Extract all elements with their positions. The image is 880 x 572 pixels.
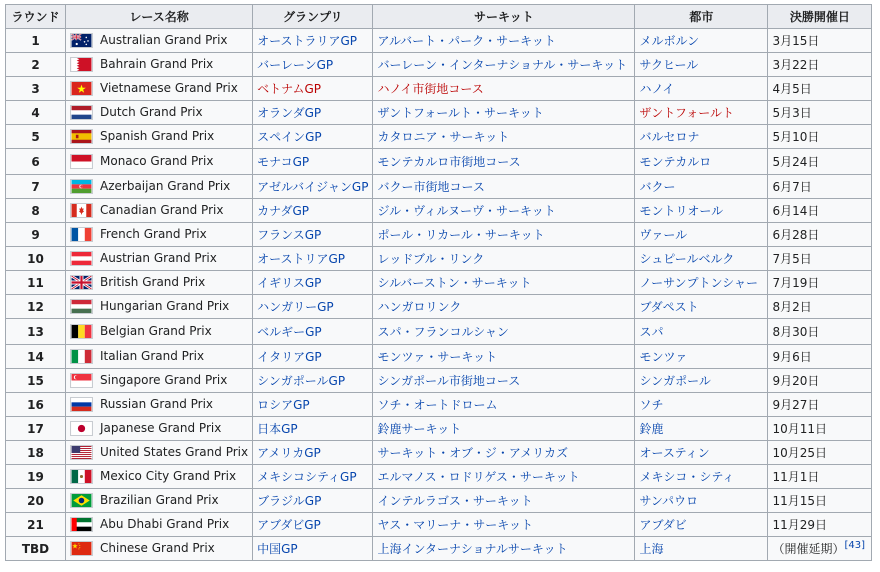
race-date: 11月29日 — [772, 518, 827, 532]
race-date-cell — [768, 247, 872, 271]
round-cell: 3 — [6, 77, 66, 101]
grand-prix-cell — [253, 537, 373, 561]
race-name-cell — [66, 537, 253, 561]
race-name-link[interactable]: Abu Dhabi Grand Prix — [100, 517, 230, 531]
city-cell — [635, 417, 768, 441]
race-date: 6月14日 — [772, 204, 820, 218]
city-cell — [635, 345, 768, 369]
race-date-cell — [768, 53, 872, 77]
city-link[interactable]: ハノイ — [639, 82, 675, 96]
city-cell — [635, 125, 768, 149]
spain-flag-icon — [70, 129, 93, 144]
table-row — [6, 125, 872, 149]
city-link[interactable]: メルボルン — [639, 34, 700, 48]
race-name-link[interactable]: United States Grand Prix — [100, 445, 249, 459]
city-cell — [635, 149, 768, 175]
city-link[interactable]: バクー — [639, 180, 676, 194]
city-link[interactable]: サクヒール — [639, 58, 699, 72]
race-date: 5月24日 — [772, 155, 820, 169]
round-cell: 8 — [6, 199, 66, 223]
city-cell — [635, 295, 768, 319]
circuit-cell — [373, 77, 635, 101]
grand-prix-cell — [253, 369, 373, 393]
city-link[interactable]: ザントフォールト — [639, 106, 734, 120]
race-date-cell — [768, 175, 872, 199]
circuit-cell — [373, 393, 635, 417]
circuit-link[interactable]: 鈴鹿サーキット — [377, 422, 462, 436]
grand-prix-link[interactable]: イタリアGP — [257, 350, 322, 364]
uae-flag-icon — [70, 517, 93, 532]
mexico-flag-icon — [70, 469, 93, 484]
race-name-cell — [66, 393, 253, 417]
race-date: 10月11日 — [772, 422, 827, 436]
circuit-cell — [373, 319, 635, 345]
round-cell: 12 — [6, 295, 66, 319]
race-name-link[interactable]: Vietnamese Grand Prix — [100, 81, 238, 95]
round-cell: 21 — [6, 513, 66, 537]
hungary-flag-icon — [70, 299, 93, 314]
city-link[interactable]: 上海 — [639, 542, 664, 556]
grand-prix-cell — [253, 149, 373, 175]
race-name-cell — [66, 441, 253, 465]
table-row — [6, 77, 872, 101]
circuit-cell — [373, 513, 635, 537]
grand-prix-link[interactable]: オーストラリアGP — [257, 34, 358, 48]
circuit-cell — [373, 417, 635, 441]
circuit-cell — [373, 101, 635, 125]
round-cell: 19 — [6, 465, 66, 489]
city-link[interactable]: メキシコ・シティ — [639, 470, 735, 484]
city-link[interactable]: アブダビ — [639, 518, 687, 532]
city-cell — [635, 175, 768, 199]
header-grand-prix: グランプリ — [253, 5, 373, 29]
race-date-cell — [768, 489, 872, 513]
race-date-cell — [768, 465, 872, 489]
race-date-cell — [768, 77, 872, 101]
race-name-link[interactable]: Brazilian Grand Prix — [100, 493, 219, 507]
circuit-link[interactable]: モンツァ・サーキット — [377, 350, 498, 364]
circuit-cell — [373, 53, 635, 77]
grand-prix-link[interactable]: ロシアGP — [257, 398, 310, 412]
round-cell: 14 — [6, 345, 66, 369]
table-row — [6, 393, 872, 417]
vietnam-flag-icon — [70, 81, 93, 96]
circuit-cell — [373, 29, 635, 53]
circuit-link[interactable]: バーレーン・インターナショナル・サーキット — [377, 58, 628, 72]
race-name-cell — [66, 175, 253, 199]
grand-prix-cell — [253, 319, 373, 345]
race-date: 8月2日 — [772, 300, 812, 314]
grand-prix-cell — [253, 53, 373, 77]
city-cell — [635, 465, 768, 489]
round-cell: 16 — [6, 393, 66, 417]
race-date: 4月5日 — [772, 82, 812, 96]
city-link[interactable]: モンテカルロ — [639, 155, 712, 169]
grand-prix-cell — [253, 441, 373, 465]
circuit-cell — [373, 489, 635, 513]
round-cell: 11 — [6, 271, 66, 295]
round-cell: 1 — [6, 29, 66, 53]
grand-prix-link[interactable]: イギリスGP — [257, 276, 322, 290]
header-race-name: レース名称 — [66, 5, 253, 29]
italy-flag-icon — [70, 349, 93, 364]
bahrain-flag-icon — [70, 57, 93, 72]
race-name-cell — [66, 125, 253, 149]
race-date: 7月19日 — [772, 276, 820, 290]
usa-flag-icon — [70, 445, 93, 460]
race-name-link[interactable]: Italian Grand Prix — [100, 349, 205, 363]
race-date-cell — [768, 125, 872, 149]
race-name-link[interactable]: British Grand Prix — [100, 275, 206, 289]
circuit-cell — [373, 175, 635, 199]
grand-prix-cell — [253, 125, 373, 149]
circuit-link[interactable]: シルバーストン・サーキット — [377, 276, 532, 290]
canada-flag-icon — [70, 203, 93, 218]
grand-prix-cell — [253, 175, 373, 199]
circuit-cell — [373, 223, 635, 247]
france-flag-icon — [70, 227, 93, 242]
round-cell: 10 — [6, 247, 66, 271]
grand-prix-link[interactable]: ベルギーGP — [257, 325, 322, 339]
austria-flag-icon — [70, 251, 93, 266]
race-date-cell — [768, 441, 872, 465]
race-name-cell — [66, 295, 253, 319]
race-name-cell — [66, 417, 253, 441]
circuit-link[interactable]: ジル・ヴィルヌーヴ・サーキット — [377, 204, 556, 218]
grand-prix-cell — [253, 489, 373, 513]
table-row — [6, 247, 872, 271]
race-date: 10月25日 — [772, 446, 827, 460]
round-cell: 9 — [6, 223, 66, 247]
circuit-cell — [373, 295, 635, 319]
circuit-link[interactable]: スパ・フランコルシャン — [377, 325, 509, 339]
circuit-link[interactable]: ハノイ市街地コース — [377, 82, 484, 96]
grand-prix-link[interactable]: アゼルバイジャンGP — [257, 180, 369, 194]
table-row — [6, 465, 872, 489]
circuit-link[interactable]: アルバート・パーク・サーキット — [377, 34, 556, 48]
city-cell — [635, 247, 768, 271]
header-circuit: サーキット — [373, 5, 635, 29]
city-cell — [635, 77, 768, 101]
race-date-cell — [768, 101, 872, 125]
grand-prix-cell — [253, 247, 373, 271]
race-date-cell — [768, 393, 872, 417]
reference-link[interactable]: [43] — [844, 540, 865, 551]
grand-prix-link[interactable]: スペインGP — [257, 130, 322, 144]
round-cell: 15 — [6, 369, 66, 393]
race-date-cell — [768, 319, 872, 345]
grand-prix-cell — [253, 417, 373, 441]
circuit-link[interactable]: モンテカルロ市街地コース — [377, 155, 521, 169]
grand-prix-cell — [253, 101, 373, 125]
azerbaijan-flag-icon — [70, 179, 93, 194]
table-row — [6, 271, 872, 295]
round-cell: 2 — [6, 53, 66, 77]
table-row — [6, 199, 872, 223]
round-cell: 5 — [6, 125, 66, 149]
uk-flag-icon — [70, 275, 93, 290]
city-link[interactable]: ブダペスト — [639, 300, 699, 314]
round-cell: 7 — [6, 175, 66, 199]
race-name-link[interactable]: Bahrain Grand Prix — [100, 57, 214, 71]
race-name-cell — [66, 53, 253, 77]
race-name-cell — [66, 489, 253, 513]
race-name-link[interactable]: Australian Grand Prix — [100, 33, 228, 47]
grand-prix-cell — [253, 199, 373, 223]
race-calendar-table — [5, 4, 872, 561]
race-date-cell — [768, 199, 872, 223]
race-date: 5月3日 — [772, 106, 812, 120]
circuit-cell — [373, 125, 635, 149]
race-date: 5月10日 — [772, 130, 820, 144]
race-name-link[interactable]: French Grand Prix — [100, 227, 207, 241]
header-city: 都市 — [635, 5, 768, 29]
circuit-link[interactable]: 上海インターナショナルサーキット — [377, 542, 568, 556]
table-row — [6, 101, 872, 125]
race-date: 3月15日 — [772, 34, 820, 48]
table-row — [6, 489, 872, 513]
grand-prix-link[interactable]: バーレーンGP — [257, 58, 334, 72]
table-row — [6, 513, 872, 537]
circuit-cell — [373, 149, 635, 175]
race-date-cell — [768, 417, 872, 441]
table-row — [6, 29, 872, 53]
table-row — [6, 149, 872, 175]
grand-prix-link[interactable]: メキシコシティGP — [257, 470, 357, 484]
circuit-cell — [373, 465, 635, 489]
belgium-flag-icon — [70, 324, 93, 339]
table-row — [6, 369, 872, 393]
race-name-link[interactable]: Russian Grand Prix — [100, 397, 214, 411]
grand-prix-cell — [253, 29, 373, 53]
race-date: 9月6日 — [772, 350, 812, 364]
grand-prix-cell — [253, 513, 373, 537]
race-name-link[interactable]: Dutch Grand Prix — [100, 105, 203, 119]
table-row — [6, 295, 872, 319]
city-link[interactable]: 鈴鹿 — [639, 422, 664, 436]
circuit-link[interactable]: インテルラゴス・サーキット — [377, 494, 533, 508]
round-cell: 17 — [6, 417, 66, 441]
race-date-cell — [768, 295, 872, 319]
grand-prix-link[interactable]: ハンガリーGP — [257, 300, 334, 314]
race-name-link[interactable]: Monaco Grand Prix — [100, 154, 214, 168]
australia-flag-icon — [70, 33, 93, 48]
circuit-cell — [373, 247, 635, 271]
grand-prix-link[interactable]: カナダGP — [257, 204, 310, 218]
table-row — [6, 53, 872, 77]
city-link[interactable]: モントリオール — [639, 204, 724, 218]
city-cell — [635, 199, 768, 223]
grand-prix-cell — [253, 271, 373, 295]
race-name-cell — [66, 29, 253, 53]
grand-prix-link[interactable]: 日本GP — [257, 422, 298, 436]
race-date-cell — [768, 223, 872, 247]
circuit-cell — [373, 345, 635, 369]
city-cell — [635, 537, 768, 561]
race-date: 6月7日 — [772, 180, 812, 194]
monaco-flag-icon — [70, 154, 93, 169]
city-link[interactable]: ノーサンプトンシャー — [639, 276, 758, 290]
race-date-cell — [768, 513, 872, 537]
race-name-cell — [66, 149, 253, 175]
race-date: 11月15日 — [772, 494, 827, 508]
table-row — [6, 537, 872, 561]
race-name-link[interactable]: Chinese Grand Prix — [100, 541, 215, 555]
race-name-link[interactable]: Mexico City Grand Prix — [100, 469, 237, 483]
russia-flag-icon — [70, 397, 93, 412]
singapore-flag-icon — [70, 373, 93, 388]
table-row — [6, 345, 872, 369]
city-link[interactable]: ソチ — [639, 398, 664, 412]
race-name-link[interactable]: Hungarian Grand Prix — [100, 299, 230, 313]
netherlands-flag-icon — [70, 105, 93, 120]
round-cell: 13 — [6, 319, 66, 345]
race-name-cell — [66, 199, 253, 223]
table-row — [6, 417, 872, 441]
grand-prix-link[interactable]: モナコGP — [257, 155, 310, 169]
header-round: ラウンド — [6, 5, 66, 29]
city-link[interactable]: サンパウロ — [639, 494, 698, 508]
race-date: 3月22日 — [772, 58, 820, 72]
grand-prix-cell — [253, 295, 373, 319]
grand-prix-cell — [253, 393, 373, 417]
city-link[interactable]: モンツァ — [639, 350, 688, 364]
table-row — [6, 441, 872, 465]
race-date-cell — [768, 149, 872, 175]
round-cell: 20 — [6, 489, 66, 513]
grand-prix-link[interactable]: フランスGP — [257, 228, 322, 242]
city-link[interactable]: バルセロナ — [639, 130, 700, 144]
city-cell — [635, 369, 768, 393]
race-name-cell — [66, 465, 253, 489]
race-name-link[interactable]: Canadian Grand Prix — [100, 203, 224, 217]
circuit-link[interactable]: レッドブル・リンク — [377, 252, 485, 266]
race-name-link[interactable]: Singapore Grand Prix — [100, 373, 228, 387]
table-row — [6, 319, 872, 345]
circuit-link[interactable]: シンガポール市街地コース — [377, 374, 521, 388]
circuit-link[interactable]: バクー市街地コース — [377, 180, 485, 194]
circuit-link[interactable]: ヤス・マリーナ・サーキット — [377, 518, 533, 532]
grand-prix-link[interactable]: アブダビGP — [257, 518, 321, 532]
city-link[interactable]: オースティン — [639, 446, 710, 460]
race-name-cell — [66, 247, 253, 271]
brazil-flag-icon — [70, 493, 93, 508]
city-link[interactable]: シンガポール — [639, 374, 711, 388]
race-name-link[interactable]: Azerbaijan Grand Prix — [100, 179, 231, 193]
race-name-cell — [66, 101, 253, 125]
grand-prix-link[interactable]: シンガポールGP — [257, 374, 346, 388]
circuit-link[interactable]: カタロニア・サーキット — [377, 130, 510, 144]
grand-prix-cell — [253, 77, 373, 101]
race-name-cell — [66, 369, 253, 393]
circuit-cell — [373, 369, 635, 393]
race-date: 9月20日 — [772, 374, 820, 388]
city-cell — [635, 489, 768, 513]
circuit-link[interactable]: ザントフォールト・サーキット — [377, 106, 544, 120]
race-name-cell — [66, 77, 253, 101]
round-cell: 4 — [6, 101, 66, 125]
round-cell: TBD — [6, 537, 66, 561]
round-cell: 18 — [6, 441, 66, 465]
race-date-cell — [768, 369, 872, 393]
city-cell — [635, 393, 768, 417]
race-name-link[interactable]: Austrian Grand Prix — [100, 251, 217, 265]
race-date-cell — [768, 29, 872, 53]
grand-prix-cell — [253, 345, 373, 369]
city-cell — [635, 441, 768, 465]
race-name-cell — [66, 319, 253, 345]
race-date: 8月30日 — [772, 325, 820, 339]
grand-prix-link[interactable]: オランダGP — [257, 106, 322, 120]
grand-prix-link[interactable]: 中国GP — [257, 542, 298, 556]
race-date: 6月28日 — [772, 228, 820, 242]
race-date-cell — [768, 537, 872, 561]
grand-prix-link[interactable]: ブラジルGP — [257, 494, 322, 508]
grand-prix-cell — [253, 465, 373, 489]
grand-prix-link[interactable]: ベトナムGP — [257, 82, 322, 96]
race-name-cell — [66, 223, 253, 247]
city-link[interactable]: ヴァール — [639, 228, 688, 242]
city-cell — [635, 319, 768, 345]
circuit-link[interactable]: ソチ・オートドローム — [377, 398, 498, 412]
city-cell — [635, 101, 768, 125]
table-header-row — [6, 5, 872, 29]
city-cell — [635, 513, 768, 537]
grand-prix-link[interactable]: アメリカGP — [257, 446, 321, 460]
race-date: （開催延期） — [772, 542, 845, 556]
circuit-cell — [373, 271, 635, 295]
race-name-cell — [66, 345, 253, 369]
city-link[interactable]: スパ — [639, 325, 664, 339]
header-race-date: 決勝開催日 — [768, 5, 872, 29]
circuit-link[interactable]: エルマノス・ロドリゲス・サーキット — [377, 470, 580, 484]
race-name-cell — [66, 271, 253, 295]
city-cell — [635, 223, 768, 247]
race-date: 7月5日 — [772, 252, 812, 266]
city-cell — [635, 29, 768, 53]
circuit-link[interactable]: サーキット・オブ・ジ・アメリカズ — [377, 446, 568, 460]
race-name-link[interactable]: Belgian Grand Prix — [100, 324, 212, 338]
grand-prix-cell — [253, 223, 373, 247]
race-name-cell — [66, 513, 253, 537]
race-date-cell — [768, 345, 872, 369]
race-date: 11月1日 — [772, 470, 820, 484]
grand-prix-link[interactable]: オーストリアGP — [257, 252, 346, 266]
race-date: 9月27日 — [772, 398, 820, 412]
circuit-link[interactable]: ハンガロリンク — [377, 300, 462, 314]
japan-flag-icon — [70, 421, 93, 436]
circuit-cell — [373, 199, 635, 223]
city-cell — [635, 271, 768, 295]
circuit-link[interactable]: ポール・リカール・サーキット — [377, 228, 545, 242]
race-name-link[interactable]: Spanish Grand Prix — [100, 129, 215, 143]
china-flag-icon — [70, 541, 93, 556]
circuit-cell — [373, 537, 635, 561]
race-name-link[interactable]: Japanese Grand Prix — [100, 421, 222, 435]
circuit-cell — [373, 441, 635, 465]
race-date-cell — [768, 271, 872, 295]
city-link[interactable]: シュピールベルク — [639, 252, 735, 266]
table-row — [6, 223, 872, 247]
table-row — [6, 175, 872, 199]
round-cell: 6 — [6, 149, 66, 175]
city-cell — [635, 53, 768, 77]
